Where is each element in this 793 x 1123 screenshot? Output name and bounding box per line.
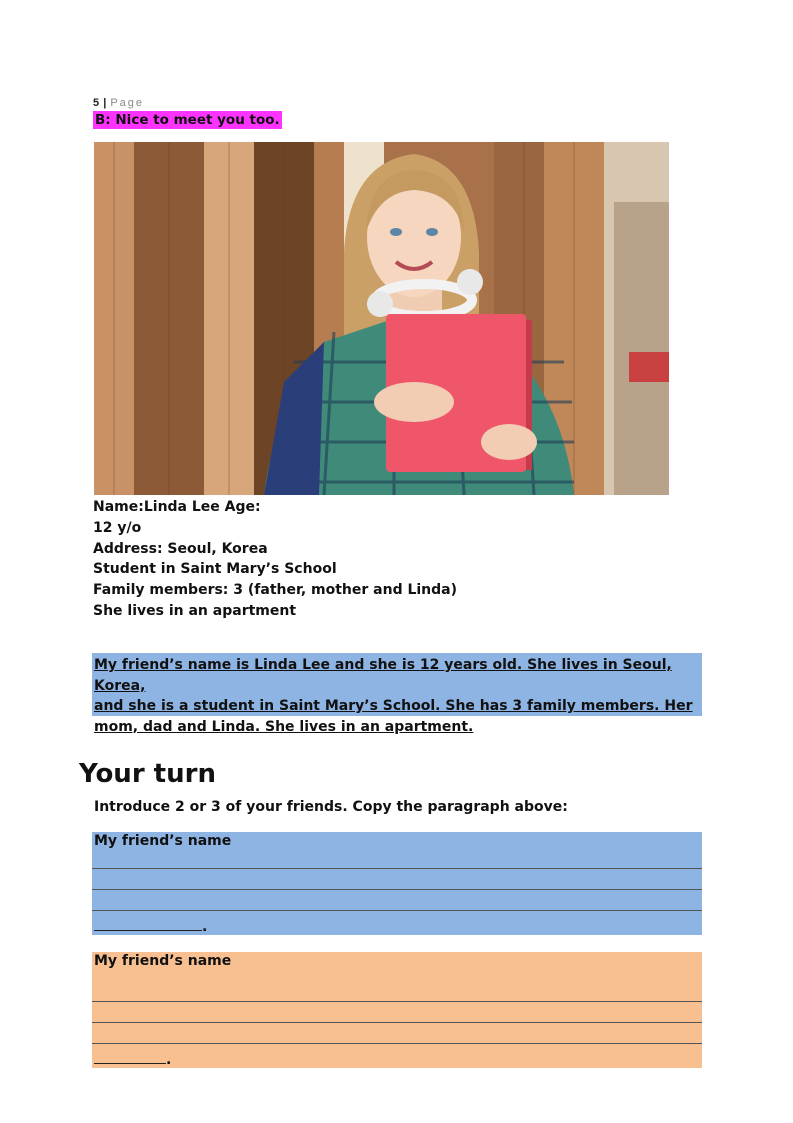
exercise-box-2-label: My friend’s name <box>94 953 232 969</box>
your-turn-heading: Your turn <box>79 759 216 789</box>
page-number-word: Page <box>110 97 145 109</box>
blank-underline <box>94 916 202 931</box>
writing-line <box>92 1001 702 1002</box>
profile-name-line: Name:Linda Lee Age: <box>93 499 261 515</box>
example-line-1: My friend’s name is Linda Lee and she is 12 years old. She lives in Seoul, Korea, <box>94 657 672 694</box>
exercise-box-2-end: . <box>166 1052 172 1068</box>
example-line-2: and she is a student in Saint Mary’s School. She has 3 family members. Her <box>94 698 693 714</box>
profile-address-line: Address: Seoul, Korea <box>93 540 268 557</box>
blank-underline <box>94 1049 166 1064</box>
profile-info <box>93 497 457 622</box>
page-number <box>93 97 144 109</box>
profile-family-line: Family members: 3 (father, mother and Linda) <box>93 582 458 599</box>
writing-line <box>92 910 702 911</box>
profile-home-line: She lives in an apartment <box>93 602 297 619</box>
writing-line <box>92 1022 702 1023</box>
dialogue-line-highlight: B: Nice to meet you too. <box>95 112 280 128</box>
exercise-box-1-blank[interactable] <box>94 916 207 935</box>
profile-age-line: 12 y/o <box>93 519 142 536</box>
profile-school-line: Student in Saint Mary’s School <box>93 561 337 578</box>
writing-line <box>92 1043 702 1044</box>
your-turn-instruction: Introduce 2 or 3 of your friends. Copy the paragraph above: <box>94 799 568 815</box>
exercise-box-2-blank[interactable] <box>94 1049 171 1068</box>
page-number-value: 5 <box>93 97 100 109</box>
example-line-3: mom, dad and Linda. She lives in an apartment. <box>94 718 474 735</box>
example-paragraph <box>94 655 694 737</box>
writing-line <box>92 889 702 890</box>
page-number-separator: | <box>103 97 107 109</box>
student-photo <box>94 142 669 495</box>
exercise-box-1-end: . <box>202 919 208 935</box>
exercise-box-1[interactable] <box>92 832 702 935</box>
exercise-box-1-label: My friend’s name <box>94 833 232 849</box>
student-photo-illustration <box>94 142 669 495</box>
exercise-box-2[interactable] <box>92 952 702 1068</box>
writing-line <box>92 868 702 869</box>
